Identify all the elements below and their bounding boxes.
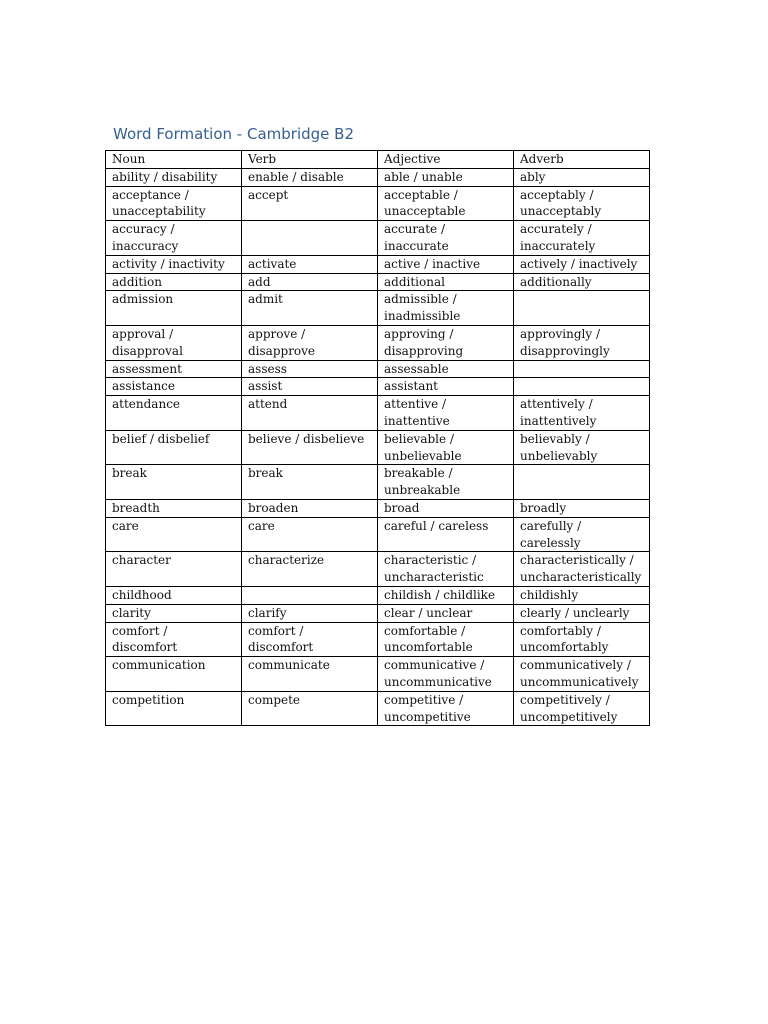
cell-adjective	[378, 325, 514, 360]
cell-adjective	[378, 552, 514, 587]
cell-verb	[242, 360, 378, 378]
cell-noun	[106, 465, 242, 500]
cell-adjective	[378, 691, 514, 726]
cell-verb	[242, 325, 378, 360]
cell-text: attendance	[112, 397, 181, 412]
cell-verb	[242, 255, 378, 273]
cell-text: activity / inactivity	[112, 256, 225, 271]
cell-text: addition	[112, 274, 162, 289]
cell-text: characteristic / uncharacteristic	[384, 553, 484, 585]
cell-text: admit	[248, 292, 283, 307]
cell-text: character	[112, 553, 171, 568]
cell-text: assist	[248, 379, 283, 394]
cell-noun	[106, 325, 242, 360]
cell-adjective	[378, 396, 514, 431]
cell-verb	[242, 517, 378, 552]
table-row	[106, 552, 650, 587]
cell-text: additional	[384, 274, 445, 289]
cell-text: additionally	[520, 274, 592, 289]
cell-text: break	[112, 466, 147, 481]
cell-text: communicative / uncommunicative	[384, 658, 492, 689]
cell-adverb	[514, 360, 650, 378]
cell-text: compete	[248, 692, 301, 707]
cell-text: break	[248, 466, 283, 481]
cell-adverb	[514, 465, 650, 500]
cell-text: broaden	[248, 500, 299, 515]
cell-text: care	[112, 518, 139, 533]
cell-adverb	[514, 186, 650, 221]
cell-adjective	[378, 378, 514, 396]
cell-adjective	[378, 586, 514, 604]
cell-noun	[106, 168, 242, 186]
cell-noun	[106, 186, 242, 221]
cell-text: accurate / inaccurate	[384, 222, 449, 253]
cell-adjective	[378, 360, 514, 378]
cell-adverb	[514, 291, 650, 326]
cell-text: assistance	[112, 379, 175, 394]
cell-adjective	[378, 604, 514, 622]
cell-text: acceptably / unacceptably	[520, 187, 602, 219]
cell-verb	[242, 499, 378, 517]
table-row	[106, 325, 650, 360]
cell-adverb	[514, 499, 650, 517]
cell-text: carefully / carelessly	[520, 518, 582, 550]
cell-text: comfort / discomfort	[248, 623, 314, 655]
cell-verb	[242, 291, 378, 326]
cell-adverb	[514, 604, 650, 622]
cell-text: ably	[520, 169, 546, 184]
table-body	[106, 168, 650, 726]
table-row	[106, 465, 650, 500]
cell-verb	[242, 465, 378, 500]
cell-text: care	[248, 518, 275, 533]
cell-text: childish / childlike	[384, 587, 496, 602]
cell-adjective	[378, 465, 514, 500]
cell-text: assistant	[384, 379, 438, 394]
header-noun: Noun	[106, 151, 242, 169]
cell-adverb	[514, 552, 650, 587]
cell-text: attend	[248, 397, 288, 412]
table-row	[106, 517, 650, 552]
cell-text: competitively / uncompetitively	[520, 692, 618, 724]
cell-text: approve / disapprove	[248, 326, 316, 358]
cell-adjective	[378, 430, 514, 465]
cell-text: childhood	[112, 587, 172, 602]
cell-text: activate	[248, 256, 297, 271]
cell-adverb	[514, 255, 650, 273]
cell-text: ability / disability	[112, 169, 218, 184]
cell-verb	[242, 186, 378, 221]
table-row	[106, 657, 650, 692]
table-header-row	[106, 151, 650, 169]
cell-verb	[242, 604, 378, 622]
cell-text: actively / inactively	[520, 256, 638, 271]
cell-text: able / unable	[384, 169, 463, 184]
cell-verb	[242, 657, 378, 692]
cell-text: clear / unclear	[384, 605, 473, 620]
cell-adjective	[378, 517, 514, 552]
cell-noun	[106, 291, 242, 326]
table-row	[106, 186, 650, 221]
cell-adverb	[514, 586, 650, 604]
cell-adverb	[514, 622, 650, 657]
table-row	[106, 396, 650, 431]
cell-text: assessment	[112, 361, 182, 376]
table-row	[106, 168, 650, 186]
cell-adverb	[514, 396, 650, 431]
cell-noun	[106, 430, 242, 465]
cell-text: assess	[248, 361, 287, 376]
cell-noun	[106, 221, 242, 256]
word-formation-table	[105, 150, 650, 726]
cell-noun	[106, 360, 242, 378]
cell-verb	[242, 622, 378, 657]
cell-text: active / inactive	[384, 256, 481, 271]
cell-text: comfort / discomfort	[112, 623, 178, 655]
cell-text: acceptable / unacceptable	[384, 187, 466, 219]
cell-verb	[242, 168, 378, 186]
table-row	[106, 273, 650, 291]
table-row	[106, 360, 650, 378]
table-row	[106, 255, 650, 273]
cell-adjective	[378, 255, 514, 273]
cell-text: clarify	[248, 605, 287, 620]
cell-noun	[106, 517, 242, 552]
cell-text: competitive / uncompetitive	[384, 692, 471, 724]
cell-text: admission	[112, 292, 174, 307]
cell-noun	[106, 255, 242, 273]
table-row	[106, 622, 650, 657]
cell-adverb	[514, 273, 650, 291]
cell-noun	[106, 378, 242, 396]
cell-verb	[242, 396, 378, 431]
cell-text: childishly	[520, 587, 579, 602]
cell-text: approval / disapproval	[112, 326, 183, 358]
cell-text: approvingly / disapprovingly	[520, 326, 610, 358]
cell-noun	[106, 552, 242, 587]
cell-text: comfortable / uncomfortable	[384, 623, 473, 655]
cell-text: approving / disapproving	[384, 326, 464, 358]
cell-adverb	[514, 221, 650, 256]
cell-text: broad	[384, 500, 420, 515]
cell-verb	[242, 221, 378, 256]
cell-adjective	[378, 186, 514, 221]
cell-text: belief / disbelief	[112, 431, 210, 446]
cell-text: assessable	[384, 361, 449, 376]
cell-noun	[106, 586, 242, 604]
cell-text: communicatively / uncommunicatively	[520, 658, 639, 689]
cell-noun	[106, 622, 242, 657]
cell-text: competition	[112, 692, 185, 707]
cell-adverb	[514, 517, 650, 552]
cell-text: attentively / inattentively	[520, 397, 597, 428]
cell-adjective	[378, 273, 514, 291]
cell-adverb	[514, 168, 650, 186]
cell-text: careful / careless	[384, 518, 489, 533]
cell-noun	[106, 273, 242, 291]
table-row	[106, 291, 650, 326]
cell-text: broadly	[520, 500, 567, 515]
cell-noun	[106, 396, 242, 431]
table-row	[106, 691, 650, 726]
cell-adjective	[378, 291, 514, 326]
cell-adjective	[378, 622, 514, 657]
cell-text: believe / disbelieve	[248, 431, 365, 446]
cell-verb	[242, 691, 378, 726]
cell-text: accept	[248, 187, 289, 202]
cell-verb	[242, 552, 378, 587]
cell-text: believably / unbelievably	[520, 431, 598, 463]
cell-text: believable / unbelievable	[384, 431, 462, 463]
cell-text: accuracy / inaccuracy	[112, 222, 179, 253]
cell-text: add	[248, 274, 271, 289]
table-row	[106, 430, 650, 465]
cell-text: breadth	[112, 500, 160, 515]
cell-noun	[106, 604, 242, 622]
table-row	[106, 221, 650, 256]
cell-adverb	[514, 657, 650, 692]
cell-adverb	[514, 691, 650, 726]
cell-adjective	[378, 499, 514, 517]
cell-text: comfortably / uncomfortably	[520, 623, 609, 655]
cell-text: clarity	[112, 605, 151, 620]
cell-noun	[106, 691, 242, 726]
cell-text: attentive / inattentive	[384, 397, 450, 428]
cell-text: enable / disable	[248, 169, 344, 184]
cell-verb	[242, 378, 378, 396]
cell-verb	[242, 273, 378, 291]
cell-text: admissible / inadmissible	[384, 292, 461, 324]
cell-text: characteristically / uncharacteristically	[520, 553, 642, 585]
cell-text: acceptance / unacceptability	[112, 187, 206, 219]
cell-noun	[106, 657, 242, 692]
cell-adverb	[514, 430, 650, 465]
cell-text: clearly / unclearly	[520, 605, 630, 620]
cell-text: breakable / unbreakable	[384, 466, 461, 498]
cell-noun	[106, 499, 242, 517]
table-row	[106, 499, 650, 517]
header-adverb: Adverb	[514, 151, 650, 169]
cell-text: communicate	[248, 658, 330, 673]
table-row	[106, 378, 650, 396]
header-verb: Verb	[242, 151, 378, 169]
header-adjective: Adjective	[378, 151, 514, 169]
cell-text: characterize	[248, 553, 325, 568]
cell-adjective	[378, 657, 514, 692]
cell-verb	[242, 586, 378, 604]
cell-adverb	[514, 325, 650, 360]
table-row	[106, 604, 650, 622]
cell-text: communication	[112, 658, 206, 673]
cell-adjective	[378, 168, 514, 186]
cell-adverb	[514, 378, 650, 396]
cell-text: accurately / inaccurately	[520, 222, 596, 253]
table-row	[106, 586, 650, 604]
cell-adjective	[378, 221, 514, 256]
document-title: Word Formation - Cambridge B2	[113, 125, 354, 143]
cell-verb	[242, 430, 378, 465]
